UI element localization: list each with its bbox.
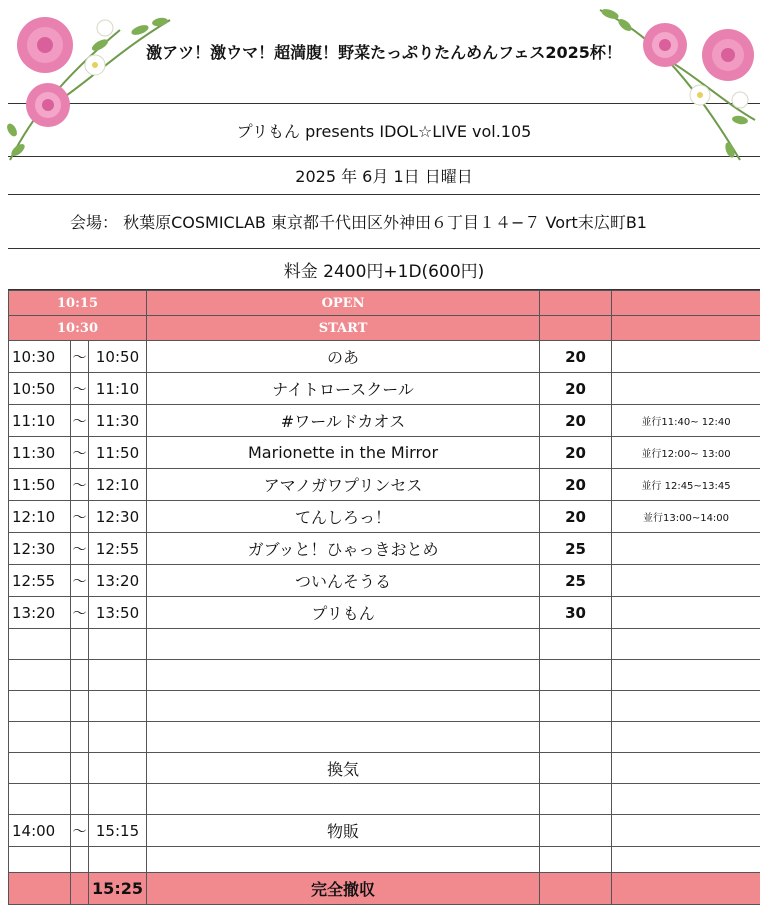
act-minutes: 20 xyxy=(540,501,612,533)
blank-cell xyxy=(89,784,147,815)
merch-start-time: 14:00 xyxy=(9,815,71,847)
act-end-time: 12:30 xyxy=(89,501,147,533)
act-end-time: 10:50 xyxy=(89,341,147,373)
act-minutes: 25 xyxy=(540,533,612,565)
act-row xyxy=(9,405,760,437)
blank-row xyxy=(9,722,760,753)
blank-cell xyxy=(9,847,71,873)
blank-cell xyxy=(147,660,540,691)
act-row xyxy=(9,565,760,597)
rose-bouquet-right-icon xyxy=(590,0,760,170)
act-name: ナイトロースクール xyxy=(147,373,540,405)
blank-row xyxy=(9,784,760,815)
blank-cell xyxy=(71,847,89,873)
act-minutes: 20 xyxy=(540,469,612,501)
start-label: START xyxy=(147,316,540,341)
act-end-time: 12:10 xyxy=(89,469,147,501)
act-row xyxy=(9,533,760,565)
act-row xyxy=(9,501,760,533)
blank-cell xyxy=(71,691,89,722)
event-presents: プリもん presents IDOL☆LIVE vol.105 xyxy=(8,103,760,156)
tilde: 〜 xyxy=(71,565,89,597)
act-start-time: 12:10 xyxy=(9,501,71,533)
blank-row xyxy=(9,660,760,691)
event-title: 激アツ！激ウマ！超満腹！野菜たっぷりたんめんフェス2025杯！ xyxy=(8,0,760,103)
act-minutes: 20 xyxy=(540,341,612,373)
rose-bouquet-left-icon xyxy=(0,0,180,170)
blank-cell xyxy=(540,629,612,660)
act-note xyxy=(612,341,760,373)
tilde: 〜 xyxy=(71,597,89,629)
act-start-time: 13:20 xyxy=(9,597,71,629)
act-row xyxy=(9,373,760,405)
act-end-time: 11:10 xyxy=(89,373,147,405)
act-row xyxy=(9,341,760,373)
merch-end-time: 15:15 xyxy=(89,815,147,847)
blank-cell xyxy=(89,753,147,784)
blank-cell xyxy=(540,815,612,847)
act-note xyxy=(612,533,760,565)
open-label: OPEN xyxy=(147,291,540,316)
act-note: 並行13:00~14:00 xyxy=(612,501,760,533)
blank-cell xyxy=(9,691,71,722)
act-start-time: 11:10 xyxy=(9,405,71,437)
act-end-time: 11:30 xyxy=(89,405,147,437)
blank-cell xyxy=(89,691,147,722)
act-minutes: 25 xyxy=(540,565,612,597)
blank-cell xyxy=(540,691,612,722)
act-note: 並行11:40~ 12:40 xyxy=(612,405,760,437)
act-start-time: 12:55 xyxy=(9,565,71,597)
blank-cell xyxy=(147,691,540,722)
blank-cell xyxy=(540,660,612,691)
blank-cell xyxy=(89,847,147,873)
open-time: 10:15 xyxy=(9,291,147,316)
act-minutes: 30 xyxy=(540,597,612,629)
act-row xyxy=(9,437,760,469)
event-venue: 会場： 秋葉原COSMICLAB 東京都千代田区外神田６丁目１４−７ Vort末広町B1 xyxy=(8,194,760,248)
act-name: ついんそうる xyxy=(147,565,540,597)
blank-cell xyxy=(540,722,612,753)
blank-cell xyxy=(612,691,760,722)
act-note xyxy=(612,597,760,629)
act-start-time: 12:30 xyxy=(9,533,71,565)
act-name: のあ xyxy=(147,341,540,373)
ventilation-row xyxy=(9,753,760,784)
tilde: 〜 xyxy=(71,815,89,847)
act-start-time: 11:50 xyxy=(9,469,71,501)
blank-cell xyxy=(612,847,760,873)
close-time: 15:25 xyxy=(89,873,147,905)
tilde: 〜 xyxy=(71,533,89,565)
event-price: 料金 2400円+1D(600円) xyxy=(8,248,760,290)
blank-cell xyxy=(612,722,760,753)
blank-cell xyxy=(612,660,760,691)
blank-cell xyxy=(9,629,71,660)
act-row xyxy=(9,597,760,629)
blank-cell xyxy=(9,753,71,784)
ventilation-label: 換気 xyxy=(147,753,540,784)
blank-cell xyxy=(71,784,89,815)
blank-cell xyxy=(9,660,71,691)
blank-cell xyxy=(540,784,612,815)
merch-row xyxy=(9,815,760,847)
act-minutes: 20 xyxy=(540,373,612,405)
blank-row xyxy=(9,847,760,873)
tilde: 〜 xyxy=(71,341,89,373)
act-note xyxy=(612,373,760,405)
blank-cell xyxy=(612,629,760,660)
blank-cell xyxy=(9,784,71,815)
act-end-time: 12:55 xyxy=(89,533,147,565)
blank-cell xyxy=(540,847,612,873)
blank-cell xyxy=(89,722,147,753)
blank-cell xyxy=(9,722,71,753)
tilde: 〜 xyxy=(71,405,89,437)
act-end-time: 13:20 xyxy=(89,565,147,597)
tilde: 〜 xyxy=(71,373,89,405)
blank-cell xyxy=(612,753,760,784)
act-end-time: 13:50 xyxy=(89,597,147,629)
blank-cell xyxy=(612,815,760,847)
tilde: 〜 xyxy=(71,501,89,533)
blank-cell xyxy=(147,722,540,753)
act-name: アマノガワプリンセス xyxy=(147,469,540,501)
act-note xyxy=(612,565,760,597)
act-start-time: 10:50 xyxy=(9,373,71,405)
blank-cell xyxy=(71,660,89,691)
blank-cell xyxy=(71,753,89,784)
blank-cell xyxy=(540,753,612,784)
act-name: Marionette in the Mirror xyxy=(147,437,540,469)
start-row xyxy=(9,316,760,341)
tilde: 〜 xyxy=(71,469,89,501)
event-date: 2025 年 6月 1日 日曜日 xyxy=(8,156,760,194)
tilde: 〜 xyxy=(71,437,89,469)
act-end-time: 11:50 xyxy=(89,437,147,469)
act-row xyxy=(9,469,760,501)
start-time: 10:30 xyxy=(9,316,147,341)
act-start-time: 11:30 xyxy=(9,437,71,469)
close-label: 完全撤収 xyxy=(147,873,540,905)
act-minutes: 20 xyxy=(540,437,612,469)
blank-cell xyxy=(89,660,147,691)
blank-row xyxy=(9,691,760,722)
act-minutes: 20 xyxy=(540,405,612,437)
blank-cell xyxy=(612,784,760,815)
open-row xyxy=(9,291,760,316)
act-note: 並行 12:45~13:45 xyxy=(612,469,760,501)
blank-cell xyxy=(71,629,89,660)
merch-label: 物販 xyxy=(147,815,540,847)
act-start-time: 10:30 xyxy=(9,341,71,373)
act-note: 並行12:00~ 13:00 xyxy=(612,437,760,469)
act-name: てんしろっ！ xyxy=(147,501,540,533)
act-name: ガブッと！ひゃっきおとめ xyxy=(147,533,540,565)
blank-cell xyxy=(147,784,540,815)
blank-row xyxy=(9,629,760,660)
timetable xyxy=(8,290,760,905)
blank-cell xyxy=(71,722,89,753)
blank-cell xyxy=(147,629,540,660)
act-name: プリもん xyxy=(147,597,540,629)
blank-cell xyxy=(89,629,147,660)
act-name: #ワールドカオス xyxy=(147,405,540,437)
blank-cell xyxy=(147,847,540,873)
